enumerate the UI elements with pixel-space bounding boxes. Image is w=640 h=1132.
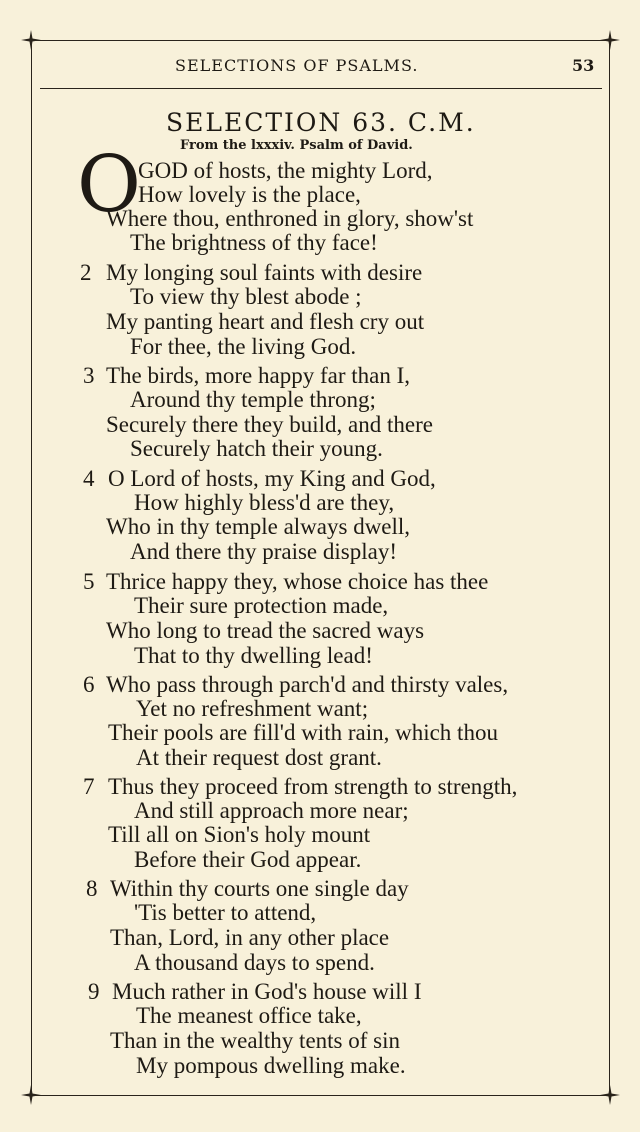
stanza-number: 2 bbox=[80, 260, 92, 285]
drop-cap: O bbox=[77, 140, 141, 230]
verse-line: Who pass through parch'd and thirsty vales, bbox=[106, 672, 509, 697]
verse-line: A thousand days to spend. bbox=[134, 950, 375, 975]
verse-line: Than in the wealthy tents of sin bbox=[110, 1028, 400, 1053]
verse-line: And there thy praise display! bbox=[130, 539, 397, 564]
corner-ornament-icon bbox=[20, 1084, 42, 1106]
stanza-number: 7 bbox=[83, 774, 95, 799]
verse-line: The meanest office take, bbox=[136, 1003, 362, 1028]
stanza-number: 8 bbox=[86, 876, 98, 901]
verse-line: Around thy temple throng; bbox=[130, 387, 376, 412]
stanza-number: 6 bbox=[83, 672, 95, 697]
corner-ornament-icon bbox=[599, 1084, 621, 1106]
bottom-border-rule bbox=[32, 1095, 610, 1096]
verse-line: GOD of hosts, the mighty Lord, bbox=[138, 158, 433, 183]
stanza-number: 3 bbox=[83, 363, 95, 388]
verse-line: That to thy dwelling lead! bbox=[134, 643, 373, 668]
stanza-number: 5 bbox=[83, 569, 95, 594]
verse-line: And still approach more near; bbox=[134, 798, 409, 823]
selection-title: SELECTION 63. C.M. bbox=[166, 108, 476, 137]
verse-line: O Lord of hosts, my King and God, bbox=[108, 466, 436, 491]
header-rule bbox=[40, 88, 602, 89]
stanza-number: 4 bbox=[83, 466, 95, 491]
verse-line: Securely hatch their young. bbox=[130, 436, 383, 461]
top-border-rule bbox=[32, 40, 610, 41]
corner-ornament-icon bbox=[20, 29, 42, 51]
verse-line: Their pools are fill'd with rain, which thou bbox=[108, 720, 498, 745]
verse-line: My panting heart and flesh cry out bbox=[106, 309, 425, 334]
verse-line: Yet no refreshment want; bbox=[136, 696, 369, 721]
right-border-rule bbox=[609, 40, 610, 1096]
verse-line: The brightness of thy face! bbox=[130, 230, 378, 255]
verse-line: Much rather in God's house will I bbox=[112, 979, 422, 1004]
verse-line: 'Tis better to attend, bbox=[134, 900, 317, 925]
verse-line: Thus they proceed from strength to strength, bbox=[108, 774, 518, 799]
verse-line: Before their God appear. bbox=[134, 847, 362, 872]
corner-ornament-icon bbox=[599, 29, 621, 51]
verse-line: How highly bless'd are they, bbox=[134, 490, 395, 515]
verse-line: Where thou, enthroned in glory, show'st bbox=[106, 206, 474, 231]
selection-source: From the lxxxiv. Psalm of David. bbox=[180, 138, 413, 153]
verse-line: Who long to tread the sacred ways bbox=[106, 618, 425, 643]
verse-line: At their request dost grant. bbox=[136, 745, 382, 770]
verse-line: The birds, more happy far than I, bbox=[106, 363, 411, 388]
stanza-number: 9 bbox=[88, 979, 100, 1004]
verse-line: Within thy courts one single day bbox=[110, 876, 409, 901]
verse-line: Than, Lord, in any other place bbox=[110, 925, 390, 950]
verse-line: Till all on Sion's holy mount bbox=[108, 822, 371, 847]
verse-line: To view thy blest abode ; bbox=[130, 284, 362, 309]
verse-line: My pompous dwelling make. bbox=[136, 1053, 406, 1078]
verse-line: Thrice happy they, whose choice has thee bbox=[106, 569, 489, 594]
page-number: 53 bbox=[572, 56, 595, 75]
verse-line: For thee, the living God. bbox=[130, 334, 357, 359]
verse-line: Securely there they build, and there bbox=[106, 412, 433, 437]
left-border-rule bbox=[31, 40, 32, 1096]
running-head: SELECTIONS OF PSALMS. bbox=[175, 56, 419, 75]
verse-line: Who in thy temple always dwell, bbox=[106, 514, 411, 539]
verse-line: How lovely is the place, bbox=[138, 182, 361, 207]
verse-line: My longing soul faints with desire bbox=[106, 260, 423, 285]
verse-line: Their sure protection made, bbox=[134, 593, 389, 618]
